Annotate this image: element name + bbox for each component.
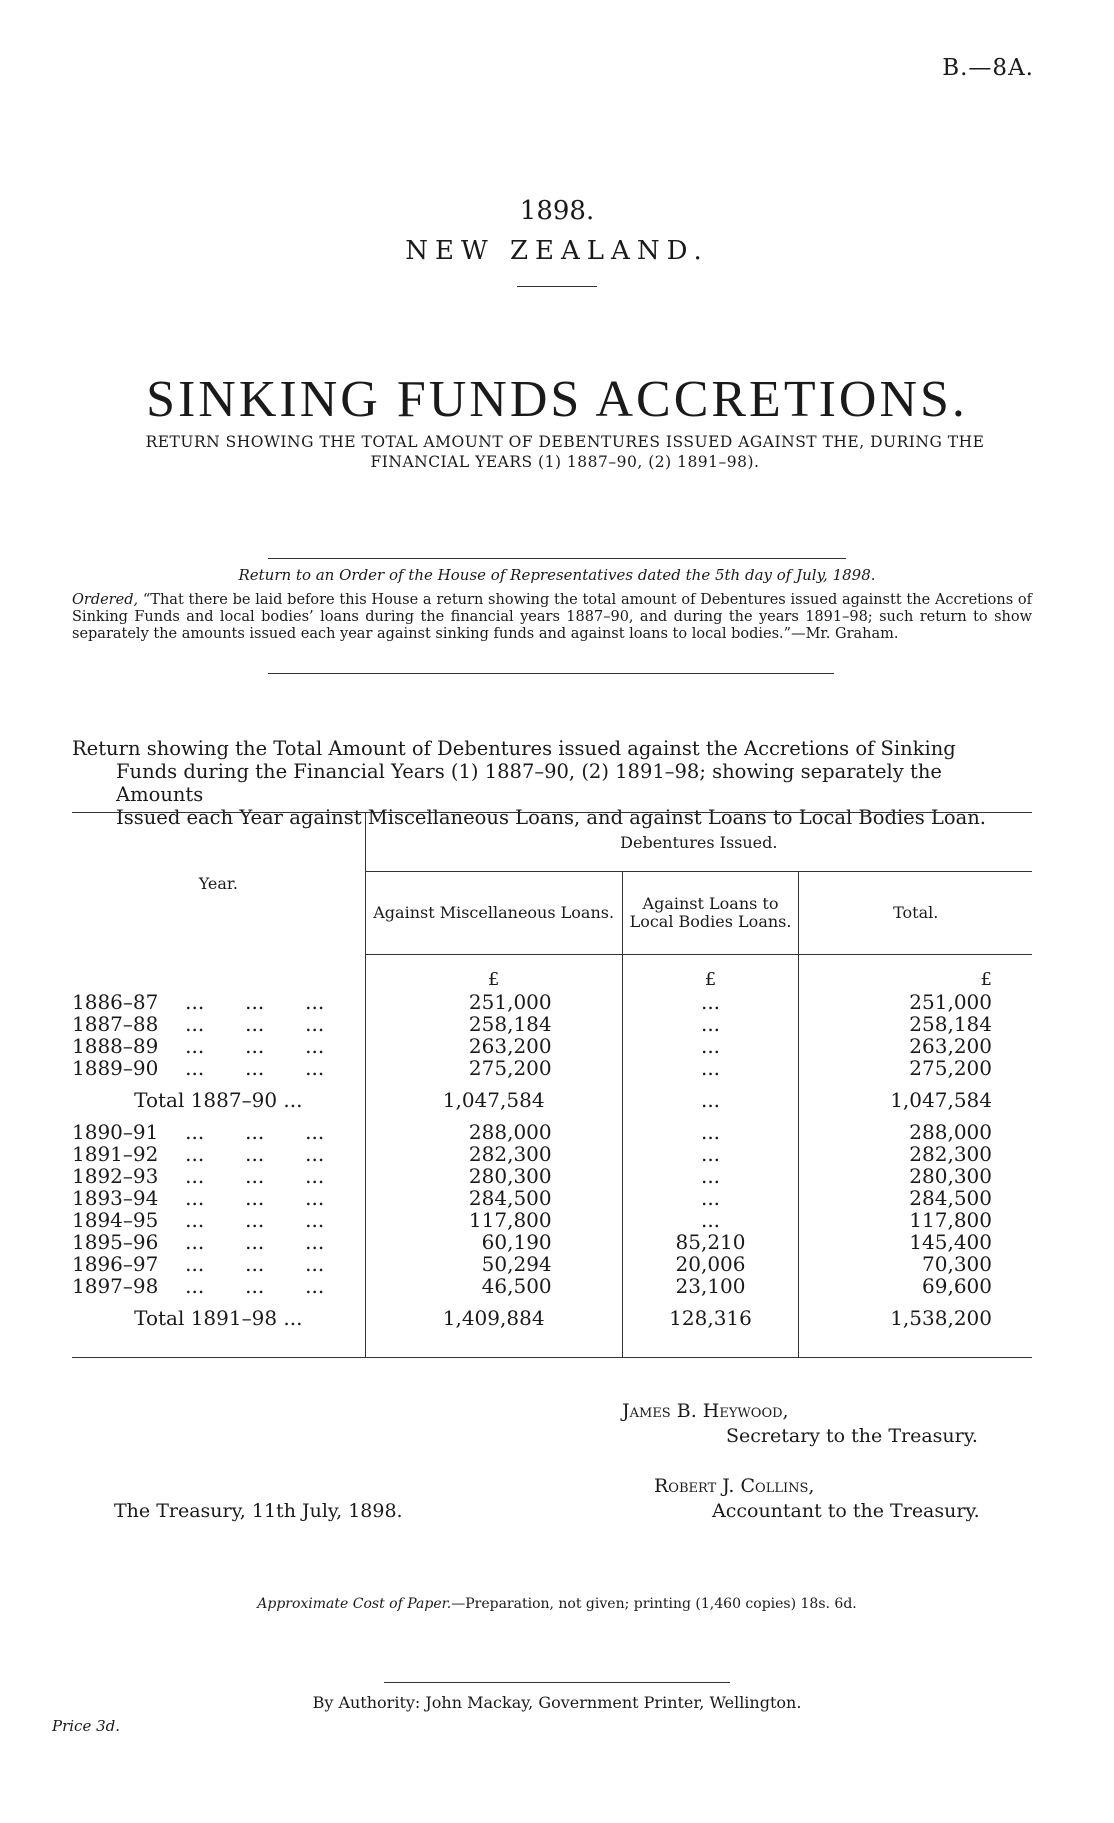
row-local-value: ... — [622, 1143, 799, 1165]
leader-dots: ... — [283, 1088, 303, 1112]
subtotal-local-value: 128,316 — [622, 1297, 799, 1339]
order-text — [72, 592, 1032, 643]
row-total-value: 145,400 — [799, 1231, 1032, 1253]
signatory-name-accountant: Robert J. Collins, — [654, 1475, 815, 1497]
row-local-value: 85,210 — [622, 1231, 799, 1253]
table-row — [72, 1035, 1032, 1057]
row-misc-value: 50,294 — [365, 1253, 622, 1275]
row-misc-value: 275,200 — [365, 1057, 622, 1079]
page-subtitle: RETURN SHOWING THE TOTAL AMOUNT OF DEBENTURES ISSUED AGAINST THE, DURING THE FINANCIAL YEARS (1) 1887–90, (2) 1891–98). — [145, 433, 985, 471]
row-year: 1894–95 — [72, 1208, 159, 1232]
table-bottom-rule — [72, 1339, 1032, 1358]
row-local-value: ... — [622, 1057, 799, 1079]
row-total-value: 280,300 — [799, 1165, 1032, 1187]
subtotal-total-value: 1,047,584 — [799, 1079, 1032, 1121]
row-year: 1895–96 — [72, 1230, 159, 1254]
row-misc-value: 263,200 — [365, 1035, 622, 1057]
leader-dots: ... — [305, 1208, 325, 1232]
row-misc-value: 46,500 — [365, 1275, 622, 1297]
row-total-value: 69,600 — [799, 1275, 1032, 1297]
currency-local: £ — [622, 955, 799, 992]
row-local-value: ... — [622, 1187, 799, 1209]
row-local-value: ... — [622, 1035, 799, 1057]
table-row — [72, 1253, 1032, 1275]
leader-dots: ... — [245, 1164, 265, 1188]
row-misc-value: 282,300 — [365, 1143, 622, 1165]
intro-line-2: Funds during the Financial Years (1) 1887–90, (2) 1891–98; showing separately the Amounts — [116, 760, 942, 806]
leader-dots: ... — [185, 1252, 205, 1276]
row-local-value: ... — [622, 1165, 799, 1187]
price: Price 3d. — [52, 1717, 121, 1735]
order-top-rule — [268, 558, 846, 559]
intro-line-1: Return showing the Total Amount of Debentures issued against the Accretions of Sinking — [72, 737, 956, 760]
cost-label: Approximate Cost of Paper. — [257, 1596, 452, 1612]
table-row — [72, 1013, 1032, 1035]
column-header-total: Total. — [799, 872, 1032, 955]
row-year: 1897–98 — [72, 1274, 159, 1298]
leader-dots: ... — [245, 1186, 265, 1210]
row-misc-value: 284,500 — [365, 1187, 622, 1209]
leader-dots: ... — [185, 1274, 205, 1298]
table-row — [72, 1057, 1032, 1079]
row-year: 1889–90 — [72, 1056, 159, 1080]
row-misc-value: 258,184 — [365, 1013, 622, 1035]
column-group-debentures-issued: Debentures Issued. — [365, 813, 1032, 872]
leader-dots: ... — [305, 990, 325, 1014]
table-row — [72, 991, 1032, 1013]
leader-dots: ... — [245, 990, 265, 1014]
debentures-table — [72, 812, 1032, 1358]
row-total-value: 282,300 — [799, 1143, 1032, 1165]
row-local-value: ... — [622, 1013, 799, 1035]
row-misc-value: 117,800 — [365, 1209, 622, 1231]
leader-dots: ... — [185, 1208, 205, 1232]
leader-dots: ... — [245, 1230, 265, 1254]
subtotal-row-1887-90 — [72, 1079, 1032, 1121]
place-and-date: The Treasury, 11th July, 1898. — [114, 1500, 403, 1522]
row-total-value: 70,300 — [799, 1253, 1032, 1275]
row-year: 1896–97 — [72, 1252, 159, 1276]
signatory-title-accountant: Accountant to the Treasury. — [712, 1500, 980, 1522]
leader-dots: ... — [185, 1034, 205, 1058]
leader-dots: ... — [245, 1056, 265, 1080]
leader-dots: ... — [305, 1034, 325, 1058]
table-row — [72, 1187, 1032, 1209]
column-header-year: Year. — [198, 874, 238, 894]
table-row — [72, 1143, 1032, 1165]
leader-dots: ... — [185, 1056, 205, 1080]
leader-dots: ... — [283, 1306, 303, 1330]
subtotal-misc-value: 1,047,584 — [365, 1079, 622, 1121]
leader-dots: ... — [185, 1186, 205, 1210]
order-bottom-rule — [268, 673, 834, 674]
row-total-value: 117,800 — [799, 1209, 1032, 1231]
leader-dots: ... — [245, 1208, 265, 1232]
leader-dots: ... — [185, 1012, 205, 1036]
leader-dots: ... — [245, 1274, 265, 1298]
leader-dots: ... — [305, 1252, 325, 1276]
leader-dots: ... — [245, 1012, 265, 1036]
subtotal-row-1891-98 — [72, 1297, 1032, 1339]
row-misc-value: 60,190 — [365, 1231, 622, 1253]
subtotal-local-value: ... — [622, 1079, 799, 1121]
row-year: 1886–87 — [72, 990, 159, 1014]
row-total-value: 288,000 — [799, 1121, 1032, 1143]
leader-dots: ... — [185, 1142, 205, 1166]
cost-of-paper — [0, 1596, 1114, 1612]
cost-text: —Preparation, not given; printing (1,460 copies) 18s. 6d. — [451, 1596, 857, 1612]
row-year: 1888–89 — [72, 1034, 159, 1058]
row-total-value: 258,184 — [799, 1013, 1032, 1035]
table-row — [72, 1231, 1032, 1253]
row-misc-value: 251,000 — [365, 991, 622, 1013]
document-year: 1898. — [519, 196, 595, 226]
ordered-word: Ordered, — [72, 592, 139, 608]
leader-dots: ... — [305, 1142, 325, 1166]
row-misc-value: 280,300 — [365, 1165, 622, 1187]
table-row — [72, 1275, 1032, 1297]
country-heading: NEW ZEALAND. — [405, 236, 709, 266]
currency-total: £ — [799, 955, 1032, 992]
subtotal-misc-value: 1,409,884 — [365, 1297, 622, 1339]
row-year: 1892–93 — [72, 1164, 159, 1188]
printer-authority: By Authority: John Mackay, Government Printer, Wellington. — [312, 1693, 802, 1712]
row-local-value: ... — [622, 991, 799, 1013]
table-row — [72, 1121, 1032, 1143]
leader-dots: ... — [305, 1274, 325, 1298]
leader-dots: ... — [185, 990, 205, 1014]
row-local-value: 23,100 — [622, 1275, 799, 1297]
row-total-value: 251,000 — [799, 991, 1032, 1013]
currency-misc: £ — [365, 955, 622, 992]
intro-line-3: Issued each Year against Miscellaneous Loans, and against Loans to Local Bodies Loan. — [116, 806, 986, 829]
footer-rule — [384, 1682, 730, 1683]
subtotal-total-value: 1,538,200 — [799, 1297, 1032, 1339]
leader-dots: ... — [305, 1164, 325, 1188]
row-year: 1891–92 — [72, 1142, 159, 1166]
row-local-value: ... — [622, 1209, 799, 1231]
title-divider — [517, 286, 597, 287]
leader-dots: ... — [245, 1120, 265, 1144]
table-row — [72, 1209, 1032, 1231]
order-body: “That there be laid before this House a return showing the total amount of Debentures issued againstt the Accretions of Sinking Funds and local bodies’ loans during the financial years 1887–90, and during the years 1891–98; such return to show separately the amounts issued each year against sinking funds and against loans to local bodies.”—Mr. Graham. — [72, 592, 1033, 642]
row-year: 1893–94 — [72, 1186, 159, 1210]
row-year: 1887–88 — [72, 1012, 159, 1036]
signatory-name-secretary: James B. Heywood, — [622, 1400, 789, 1422]
column-header-misc-loans: Against Miscellaneous Loans. — [365, 872, 622, 955]
currency-spacer — [72, 955, 365, 992]
leader-dots: ... — [245, 1034, 265, 1058]
leader-dots: ... — [305, 1012, 325, 1036]
leader-dots: ... — [185, 1230, 205, 1254]
document-reference: B.—8A. — [942, 55, 1034, 81]
row-year: 1890–91 — [72, 1120, 159, 1144]
signatory-title-secretary: Secretary to the Treasury. — [726, 1425, 978, 1447]
row-total-value: 263,200 — [799, 1035, 1032, 1057]
leader-dots: ... — [245, 1252, 265, 1276]
row-local-value: 20,006 — [622, 1253, 799, 1275]
leader-dots: ... — [305, 1186, 325, 1210]
row-local-value: ... — [622, 1121, 799, 1143]
row-misc-value: 288,000 — [365, 1121, 622, 1143]
table-row — [72, 1165, 1032, 1187]
subtotal-label: Total 1887–90 — [134, 1088, 278, 1112]
leader-dots: ... — [185, 1120, 205, 1144]
leader-dots: ... — [185, 1164, 205, 1188]
leader-dots: ... — [305, 1230, 325, 1254]
subtotal-label: Total 1891–98 — [134, 1306, 278, 1330]
column-header-local-bodies: Against Loans to Local Bodies Loans. — [622, 872, 799, 955]
leader-dots: ... — [305, 1120, 325, 1144]
leader-dots: ... — [305, 1056, 325, 1080]
page-title: SINKING FUNDS ACCRETIONS. — [146, 371, 968, 428]
order-reference: Return to an Order of the House of Representatives dated the 5th day of July, 1898. — [238, 566, 876, 584]
leader-dots: ... — [245, 1142, 265, 1166]
row-total-value: 284,500 — [799, 1187, 1032, 1209]
row-total-value: 275,200 — [799, 1057, 1032, 1079]
